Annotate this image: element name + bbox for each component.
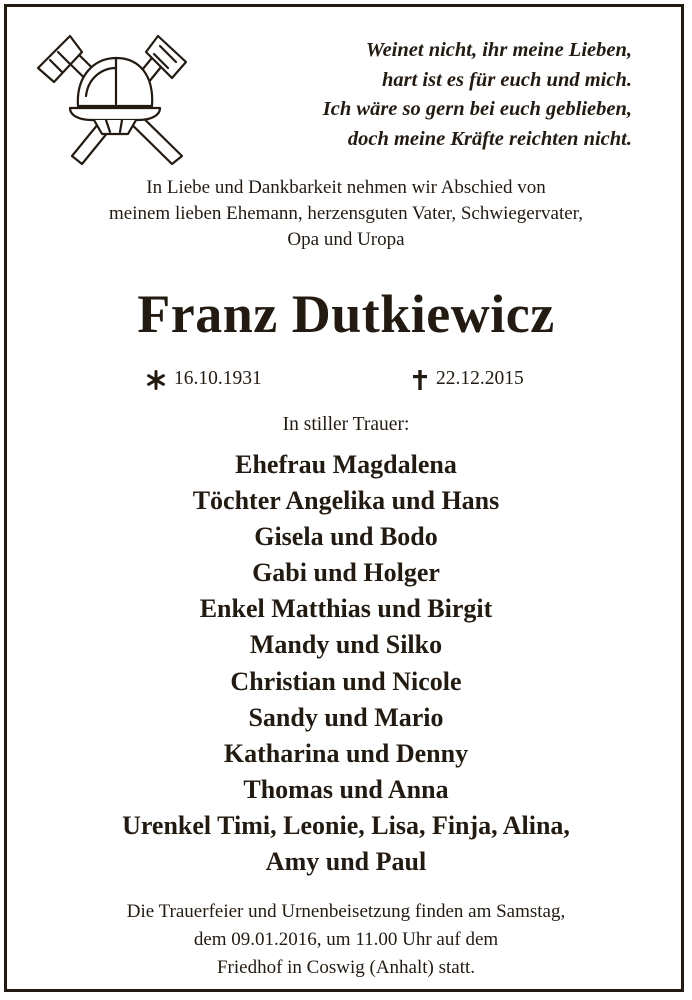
death-date-group (412, 364, 524, 394)
death-date: 22.12.2015 (436, 368, 524, 389)
poem-line: doch meine Kräfte reichten nicht. (347, 127, 632, 150)
service-line: Die Trauerfeier und Urnenbeisetzung finden am Samstag, (126, 901, 566, 922)
asterisk-icon (146, 370, 166, 390)
family-line: Gisela und Bodo (254, 522, 438, 552)
family-line: Urenkel Timi, Leonie, Lisa, Finja, Alina, (122, 810, 570, 840)
intro-line: Opa und Uropa (287, 229, 405, 250)
family-line: Katharina und Denny (223, 738, 469, 768)
family-line: Gabi und Holger (252, 558, 440, 588)
firefighter-helmet-crossed-axes-icon (32, 24, 192, 174)
family-line: Christian und Nicole (230, 666, 462, 696)
birth-date-group (146, 364, 262, 394)
birth-date: 16.10.1931 (174, 368, 262, 389)
poem-line: Ich wäre so gern bei euch geblieben, (322, 98, 632, 120)
funeral-service-info (0, 898, 692, 982)
family-line: Enkel Matthias und Birgit (199, 594, 493, 624)
deceased-name: Franz Dutkiewicz (137, 284, 555, 344)
family-line: Sandy und Mario (248, 702, 444, 732)
intro-line: meinem lieben Ehemann, herzensguten Vater, Schwiegervater, (109, 203, 583, 224)
service-line: dem 09.01.2016, um 11.00 Uhr auf dem (193, 929, 499, 950)
intro-line: In Liebe und Dankbarkeit nehmen wir Abschied von (146, 177, 546, 198)
family-list (0, 447, 692, 880)
family-line: Amy und Paul (265, 847, 427, 877)
family-line: Töchter Angelika und Hans (192, 486, 500, 516)
family-line: Ehefrau Magdalena (235, 450, 457, 479)
family-line: Mandy und Silko (249, 630, 443, 660)
poem-line: hart ist es für euch und mich. (381, 68, 632, 91)
cross-icon (412, 369, 428, 391)
poem-line: Weinet nicht, ihr meine Lieben, (365, 39, 632, 61)
service-line: Friedhof in Coswig (Anhalt) statt. (216, 957, 476, 978)
mourning-heading: In stiller Trauer: (282, 414, 410, 435)
farewell-intro (0, 175, 692, 253)
family-line: Thomas und Anna (243, 774, 449, 804)
life-dates (0, 364, 692, 394)
poem-verse (323, 36, 632, 154)
